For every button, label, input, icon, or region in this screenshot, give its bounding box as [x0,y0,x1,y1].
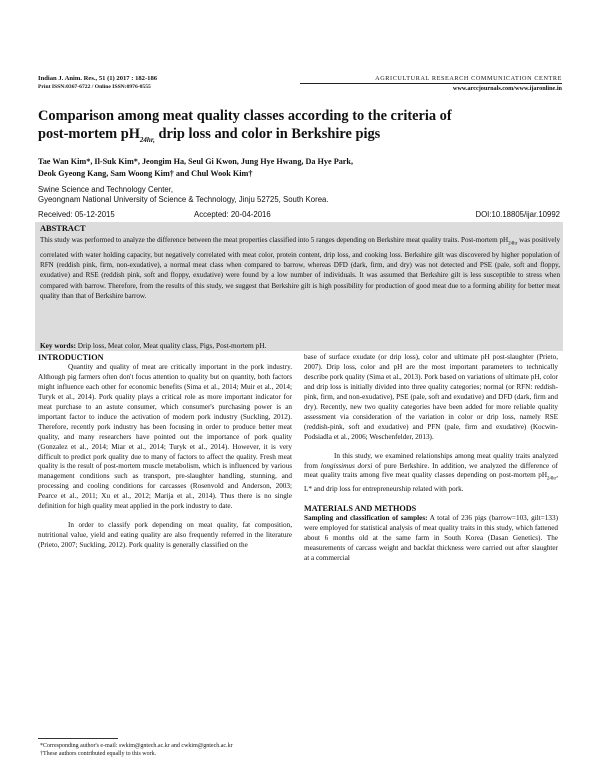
species-name: longissimus dorsi [320,461,373,470]
intro-paragraph-1: Quantity and quality of meat are critically important in the pork industry. Although pig farmers often don't focus attention to quality but on quantity, both factors might influence each other for economic benefits (Sima et al., 2014; Muir et al., 2014; Turyk et al., 2014). Pork quality plays a critical role as more important indicator for meat purchase to an astute consumer, which consumer's purchasing power is an important factor to induce the activation of modern pork industry (Suckling, 2012). Therefore, recently pork industry has been focusing in order to produce better meat quality, and many researchers have pointed out the importance of pork quality (Gonzalez et al., 2014; Miar et al., 2014; Turyk et al., 2014). However, it is very difficult to predict pork quality due to many of factors to affect the quality. Fresh meat quality is the result of post-mortem muscle metabolism, which is influenced by various management conditions such as transport, pre-slaughter handling, stunning, and processing and cooling conditions for carcasses (Rosenvold and Anderson, 2003; Pearce et al., 2011; Xu et al., 2012; Marija et al., 2014). Thus there is no single definition for high quality meat applied in the pork industry to date. [38,362,292,511]
accepted-date: Accepted: 20-04-2016 [194,210,271,219]
journal-url[interactable]: www.arccjournals.com/www.ijaronline.in [452,85,562,92]
paper-title [38,107,558,149]
p2-text: In this study, we examined relationships among meat quality traits analyzed from [304,451,558,470]
footnote-equal-contribution: †These authors contributed equally to this work. [40,751,157,757]
title-text: post-mortem pH [38,126,140,142]
methods-paragraph [304,514,558,564]
title-subscript: 24hr, [139,135,155,144]
methods-subheading: Sampling and classification of samples: [304,513,428,522]
introduction-heading: INTRODUCTION [38,353,104,362]
p2-text-mid: of pure Berkshire. In addition, we analyzed the difference of meat quality traits among five meat quality classes depending on post-mortem pH [304,461,558,480]
footnote-corresponding: *Corresponding author's e-mail: swkim@gntech.ac.kr and cwkim@gntech.ac.kr [40,743,233,749]
abstract-part-end: was positively correlated with water holding capacity, but negatively correlated with meat color, protein content, drip loss, and cooking loss. Berkshire gilt was discovered by higher population of RFN (reddish pink, firm, non-exudative), a normal meat class when compared to barrow, whereas DFD (dark, firm, and dry) was not detected and PSE (pale, soft and floppy, exudative) and RSE (reddish pink, soft and floppy, exudative) were found by a low number of individuals. It was assumed that Berkshire gilt is less susceptible to stress when compared with barrow. Therefore, from the results of this study, we suggest that Berkshire gilt is high possibility for production of good meat due to a forming ability for better meat quality than that of Berkshire barrow. [40,236,560,300]
affiliation-line-2: Gyeongnam National University of Science & Technology, Jinju 52725, South Korea. [38,195,329,204]
authors-line-2: Deok Gyeong Kang, Sam Woong Kim† and Chul Wook Kim† [38,169,253,178]
abstract-subscript: 24hr [508,241,518,247]
publisher-centre: AGRICULTURAL RESEARCH COMMUNICATION CENTRE [375,75,562,82]
abstract-text [40,235,560,301]
right-column [304,353,558,564]
header-rule [300,83,562,84]
intro-paragraph-2: In order to classify pork depending on meat quality, fat composition, nutritional value, yield and eating quality are also frequently referred in the literature (Prieto, 2007; Suckling, 2012). Pork quality is generally classified on the [38,521,292,550]
keywords [40,340,266,351]
p2-text-end: , L* and drip loss for entrepreneurship related with pork. [304,471,558,493]
footnote-rule [38,738,118,739]
author-list [38,156,558,180]
abstract-heading: ABSTRACT [40,224,86,233]
footnotes [40,742,233,758]
journal-issn: Print ISSN:0367-6722 / Online ISSN:0976-0555 [38,84,151,90]
methods-heading: MATERIALS AND METHODS [304,503,417,513]
keywords-label: Key words: [40,341,76,350]
keywords-list: Drip loss, Meat color, Meat quality class, Pigs, Post-mortem pH. [75,341,267,350]
received-date: Received: 05-12-2015 [38,210,115,219]
title-line-2 [38,125,558,149]
doi[interactable]: DOI:10.18805/ijar.10992 [475,210,560,219]
abstract-part: This study was performed to analyze the difference between the meat properties classified into 5 ranges depending on Berkshire meat quality traits. Post-mortem pH [40,236,509,244]
right-paragraph-2 [304,452,558,495]
journal-name: Indian J. Anim. Res., 51 (1) 2017 : 182-186 [38,75,158,82]
p2-subscript: 24hr [547,476,557,482]
journal-citation [38,74,157,92]
affiliation-line-1: Swine Science and Technology Center, [38,185,174,194]
authors-line-1: Tae Wan Kim*, Il-Suk Kim*, Jeongim Ha, Seul Gi Kwon, Jung Hye Hwang, Da Hye Park, [38,157,354,166]
right-paragraph-1: base of surface exudate (or drip loss), color and ultimate pH post-slaughter (Prieto, 2007). Drip loss, color and pH are the most important parameters to technically describe pork quality (Sima et al., 2013). Pork based on variations of ultimate pH, color and drip loss is initially divided into three quality categories; normal (or RFN: reddish-pink, firm, and non-exudative), PSE (pale, soft and exudative) and DFD (dark, firm and dry). Recently, new two quality categories have been added for more reliable quality assessment via consideration of the variation in color or drip loss, namely RSE (reddish-pink, soft and exudative) and PFN (pale, firm and exudative) (Kocwin-Podsiadla et al., 2006; Weschenfelder, 2013). [304,353,558,441]
methods-text: A total of 236 pigs (barrow=103, gilt=133) were employed for statistical analysis of meat quality traits in this study, which fattened about 6 months old at the same farm in South Korea (Dasan Genetics). The measurements of carcass weight and backfat thickness were carried out after slaughter at a commercial [304,513,558,562]
affiliation [38,185,558,205]
title-text-end: drip loss and color in Berkshire pigs [154,126,381,142]
title-line-1: Comparison among meat quality classes according to the criteria of [38,108,452,124]
left-column [38,353,292,551]
